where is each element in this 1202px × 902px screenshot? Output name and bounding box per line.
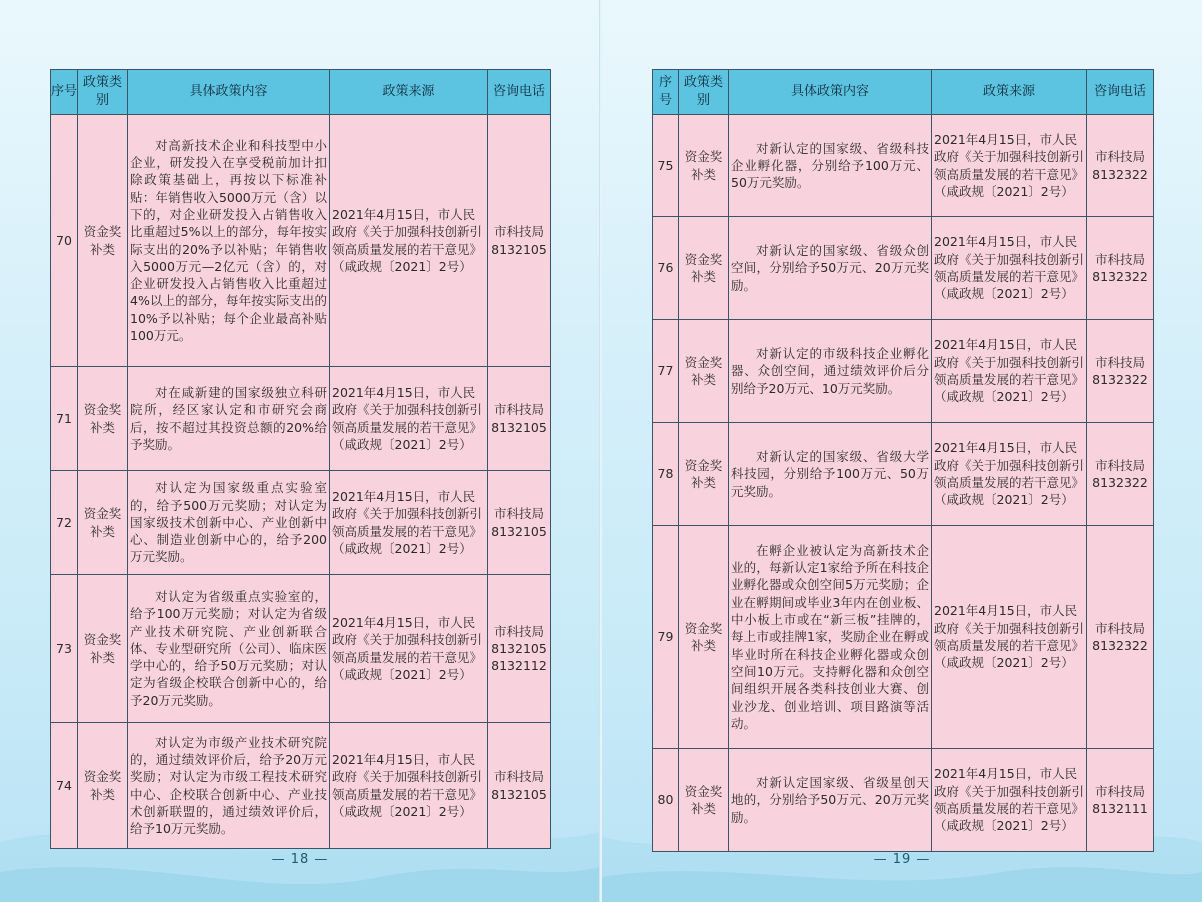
header-source: 政策来源 — [932, 70, 1087, 115]
row-content: 对新认定的国家级、省级科技企业孵化器，分别给予100万元、50万元奖励。 — [729, 115, 932, 217]
row-content: 对认定为省级重点实验室的，给予100万元奖励；对认定为省级产业技术研究院、产业创新联合体、专业型研究所（公司）、临床医学中心的，给予50万元奖励；对认定为省级企校联合创新中心的，给予20万元奖励。 — [128, 575, 330, 723]
row-source: 2021年4月15日，市人民政府《关于加强科技创新引领高质量发展的若干意见》（咸政规〔2021〕2号） — [330, 471, 488, 575]
row-source: 2021年4月15日，市人民政府《关于加强科技创新引领高质量发展的若干意见》（咸政规〔2021〕2号） — [932, 749, 1087, 852]
row-source: 2021年4月15日，市人民政府《关于加强科技创新引领高质量发展的若干意见》（咸政规〔2021〕2号） — [330, 723, 488, 849]
row-phone: 市科技局8132105 — [488, 723, 551, 849]
row-source: 2021年4月15日，市人民政府《关于加强科技创新引领高质量发展的若干意见》（咸政规〔2021〕2号） — [932, 320, 1087, 423]
table-row — [51, 723, 551, 849]
page-number: — 18 — — [271, 852, 329, 867]
row-content: 对新认定国家级、省级星创天地的，分别给予50万元、20万元奖励。 — [729, 749, 932, 852]
row-phone: 市科技局8132322 — [1087, 217, 1154, 320]
table-row — [653, 423, 1154, 526]
row-content: 对新认定的国家级、省级大学科技园，分别给予100万元、50万元奖励。 — [729, 423, 932, 526]
row-source: 2021年4月15日，市人民政府《关于加强科技创新引领高质量发展的若干意见》（咸政规〔2021〕2号） — [932, 423, 1087, 526]
row-phone: 市科技局8132111 — [1087, 749, 1154, 852]
row-source: 2021年4月15日，市人民政府《关于加强科技创新引领高质量发展的若干意见》（咸政规〔2021〕2号） — [932, 526, 1087, 749]
row-content: 对高新技术企业和科技型中小企业，研发投入在享受税前加计扣除政策基础上，再按以下标准补贴：年销售收入5000万元（含）以下的，对企业研发投入占销售收入比重超过5%以上的部分，每年按实际支出的20%予以补贴；年销售收入5000万元—2亿元（含）的，对企业研发投入占销售收入比重超过4%以上的部分，每年按实际支出的10%予以补贴；每个企业最高补贴100万元。 — [128, 115, 330, 367]
row-source: 2021年4月15日，市人民政府《关于加强科技创新引领高质量发展的若干意见》（咸政规〔2021〕2号） — [330, 575, 488, 723]
row-category: 资金奖补类 — [679, 749, 729, 852]
row-seq: 74 — [51, 723, 78, 849]
table-row — [653, 526, 1154, 749]
policy-table-right — [652, 69, 1154, 852]
table-row — [51, 471, 551, 575]
row-content: 在孵企业被认定为高新技术企业的，每新认定1家给予所在科技企业孵化器或众创空间5万元奖励；企业在孵期间或毕业3年内在创业板、中小板上市或在“新三板”挂牌的，每上市或挂牌1家，奖励企业在孵或毕业时所在科技企业孵化器或众创空间10万元。支持孵化器和众创空间组织开展各类科技创业大赛、创业沙龙、创业培训、项目路演等活动。 — [729, 526, 932, 749]
row-category: 资金奖补类 — [78, 575, 128, 723]
row-phone: 市科技局8132322 — [1087, 423, 1154, 526]
table-row — [51, 575, 551, 723]
table-row — [51, 115, 551, 367]
row-seq: 73 — [51, 575, 78, 723]
header-content: 具体政策内容 — [729, 70, 932, 115]
policy-table-left — [50, 69, 551, 849]
row-phone: 市科技局8132105 — [488, 471, 551, 575]
row-category: 资金奖补类 — [78, 367, 128, 471]
row-category: 资金奖补类 — [679, 115, 729, 217]
row-content: 对在咸新建的国家级独立科研院所，经区家认定和市研究会商后，按不超过其投资总额的20%给予奖励。 — [128, 367, 330, 471]
header-source: 政策来源 — [330, 70, 488, 115]
row-category: 资金奖补类 — [679, 526, 729, 749]
row-content: 对新认定的市级科技企业孵化器、众创空间，通过绩效评价后分别给予20万元、10万元奖励。 — [729, 320, 932, 423]
row-seq: 78 — [653, 423, 679, 526]
row-seq: 79 — [653, 526, 679, 749]
row-seq: 72 — [51, 471, 78, 575]
row-seq: 80 — [653, 749, 679, 852]
row-phone: 市科技局8132105 — [488, 115, 551, 367]
row-category: 资金奖补类 — [679, 423, 729, 526]
row-category: 资金奖补类 — [78, 723, 128, 849]
table-row — [653, 749, 1154, 852]
left-page — [0, 0, 600, 902]
row-seq: 77 — [653, 320, 679, 423]
row-content: 对认定为国家级重点实验室的，给予500万元奖励；对认定为国家级技术创新中心、产业创新中心、制造业创新中心的，给予200万元奖励。 — [128, 471, 330, 575]
row-phone: 市科技局8132105 — [488, 367, 551, 471]
header-content: 具体政策内容 — [128, 70, 330, 115]
table-row — [51, 367, 551, 471]
header-seq: 序号 — [653, 70, 679, 115]
row-source: 2021年4月15日，市人民政府《关于加强科技创新引领高质量发展的若干意见》（咸政规〔2021〕2号） — [330, 115, 488, 367]
table-row — [653, 217, 1154, 320]
row-phone: 市科技局8132322 — [1087, 526, 1154, 749]
header-phone: 咨询电话 — [1087, 70, 1154, 115]
row-content: 对认定为市级产业技术研究院的，通过绩效评价后，给予20万元奖励；对认定为市级工程技术研究中心、企校联合创新中心、产业技术创新联盟的，通过绩效评价后，给予10万元奖励。 — [128, 723, 330, 849]
row-seq: 75 — [653, 115, 679, 217]
row-category: 资金奖补类 — [679, 320, 729, 423]
row-category: 资金奖补类 — [679, 217, 729, 320]
row-phone: 市科技局8132322 — [1087, 320, 1154, 423]
row-seq: 76 — [653, 217, 679, 320]
header-category: 政策类别 — [78, 70, 128, 115]
table-row — [653, 115, 1154, 217]
row-source: 2021年4月15日，市人民政府《关于加强科技创新引领高质量发展的若干意见》（咸政规〔2021〕2号） — [932, 115, 1087, 217]
page-number: — 19 — — [873, 852, 931, 867]
row-phone: 市科技局8132105 8132112 — [488, 575, 551, 723]
right-page — [602, 0, 1202, 902]
header-category: 政策类别 — [679, 70, 729, 115]
row-seq: 70 — [51, 115, 78, 367]
row-category: 资金奖补类 — [78, 471, 128, 575]
row-content: 对新认定的国家级、省级众创空间，分别给予50万元、20万元奖励。 — [729, 217, 932, 320]
row-seq: 71 — [51, 367, 78, 471]
row-source: 2021年4月15日，市人民政府《关于加强科技创新引领高质量发展的若干意见》（咸政规〔2021〕2号） — [330, 367, 488, 471]
header-phone: 咨询电话 — [488, 70, 551, 115]
row-source: 2021年4月15日，市人民政府《关于加强科技创新引领高质量发展的若干意见》（咸政规〔2021〕2号） — [932, 217, 1087, 320]
table-row — [653, 320, 1154, 423]
row-phone: 市科技局8132322 — [1087, 115, 1154, 217]
header-seq: 序号 — [51, 70, 78, 115]
row-category: 资金奖补类 — [78, 115, 128, 367]
